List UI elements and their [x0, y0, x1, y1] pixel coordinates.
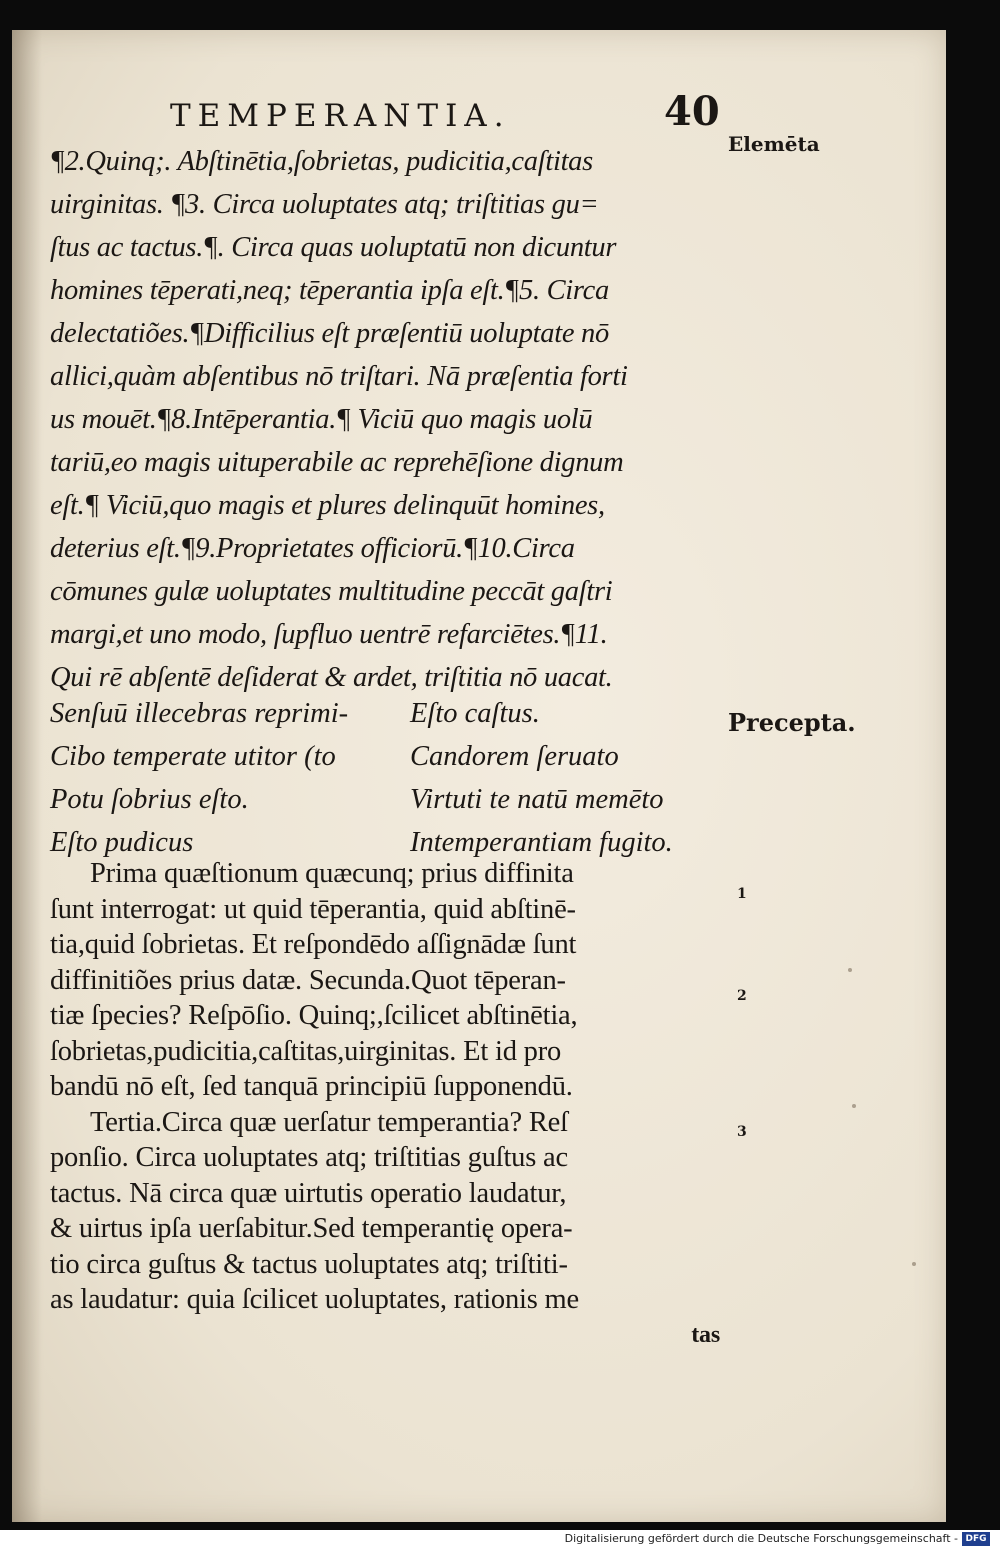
text-line: margi,et uno modo, ſupfluo uentrē refarciētes.¶11. [50, 619, 608, 650]
text-line: homines tēperati,neq; tēperantia ipſa eſt.¶5. Circa [50, 275, 609, 306]
text-line: as laudatur: quia ſcilicet uoluptates, rationis me [50, 1284, 579, 1315]
text-line: Tertia.Circa quæ uerſatur temperantia? Reſ [90, 1106, 568, 1138]
precepta-row [50, 735, 740, 778]
side-note-precepta: Precepta. [728, 708, 856, 737]
running-head: TEMPERANTIA. [170, 98, 511, 134]
paper-speck [848, 968, 852, 972]
text-line: tia,quid ſobrietas. Et reſpondēdo aſſignādæ ſunt [50, 929, 577, 960]
text-line: ſunt interrogat: ut quid tēperantia, quid abſtinē- [50, 893, 576, 925]
text-line: ¶2.Quinq;. Abſtinētia,ſobrietas, pudicitia,caſtitas [50, 146, 593, 177]
page-number: 40 [664, 88, 720, 135]
precept-left: Eſto pudicus [50, 827, 194, 858]
text-line: deterius eſt.¶9.Proprietates officiorū.¶10.Circa [50, 533, 575, 564]
text-line: tariū,eo magis uituperabile ac reprehēſione dignum [50, 447, 624, 478]
precept-left: Senſuū illecebras reprimi- [50, 698, 349, 729]
text-line: tactus. Nā circa quæ uirtutis operatio laudatur, [50, 1177, 567, 1209]
text-line: uirginitas. ¶3. Circa uoluptates atq; triſtitias gu= [50, 189, 599, 220]
text-line: tio circa guſtus & tactus uoluptates atq; triſtiti- [50, 1248, 568, 1280]
margin-number: 2 [737, 988, 747, 1004]
spine-shadow [12, 30, 42, 1522]
text-line: diffinitiões prius datæ. Secunda.Quot tēperan- [50, 964, 566, 996]
text-line: delectatiões.¶Difficilius eſt præſentiū uoluptate nō [50, 318, 609, 349]
side-note-elementa: Elemēta [728, 132, 820, 156]
precept-right: Virtuti te natū memēto [410, 784, 664, 815]
text-line: ſobrietas,pudicitia,caſtitas,uirginitas. Et id pro [50, 1035, 562, 1067]
text-line: Qui rē abſentē deſiderat & ardet, triſtitia nō uacat. [50, 662, 613, 693]
precept-right: Candorem ſeruato [410, 741, 619, 772]
text-line: ſtus ac tactus.¶. Circa quas uoluptatū non dicuntur [50, 232, 617, 263]
text-line: bandū nō eſt, ſed tanquā principiū ſupponendū. [50, 1071, 573, 1102]
text-line: us mouēt.¶8.Intēperantia.¶ Viciū quo magis uolū [50, 404, 593, 435]
text-line: Prima quæſtionum quæcunq; prius diffinita [90, 858, 574, 889]
funding-credit: Digitalisierung gefördert durch die Deutsche Forschungsgemeinschaft - [564, 1532, 958, 1545]
precept-left: Potu ſobrius eſto. [50, 784, 249, 815]
commentary-block [50, 856, 730, 1353]
text-line: eſt.¶ Viciū,quo magis et plures delinquūt homines, [50, 490, 605, 521]
precepta-row [50, 778, 740, 821]
precepta-list [50, 692, 740, 864]
paper-speck [852, 1104, 856, 1108]
margin-number: 1 [737, 886, 747, 902]
precept-left: Cibo temperate utitor (to [50, 741, 336, 772]
italic-summary-block [50, 140, 730, 699]
precept-right: Intemperantiam fugito. [410, 827, 673, 858]
dfg-logo-icon: DFG [962, 1532, 990, 1546]
text-line: cōmunes gulæ uoluptates multitudine peccāt gaſtri [50, 576, 613, 607]
text-line: & uirtus ipſa uerſabitur.Sed temperantię opera- [50, 1213, 573, 1244]
precept-right: Eſto caſtus. [410, 698, 540, 729]
text-line: ponſio. Circa uoluptates atq; triſtitias guſtus ac [50, 1142, 568, 1173]
margin-number: 3 [737, 1124, 747, 1140]
text-line: allici,quàm abſentibus nō triſtari. Nā præſentia forti [50, 361, 628, 392]
precepta-row [50, 692, 740, 735]
text-line: tiæ ſpecies? Reſpōſio. Quinq;,ſcilicet abſtinētia, [50, 1000, 578, 1031]
catchword: tas [691, 1321, 720, 1348]
paper-speck [912, 1262, 916, 1266]
